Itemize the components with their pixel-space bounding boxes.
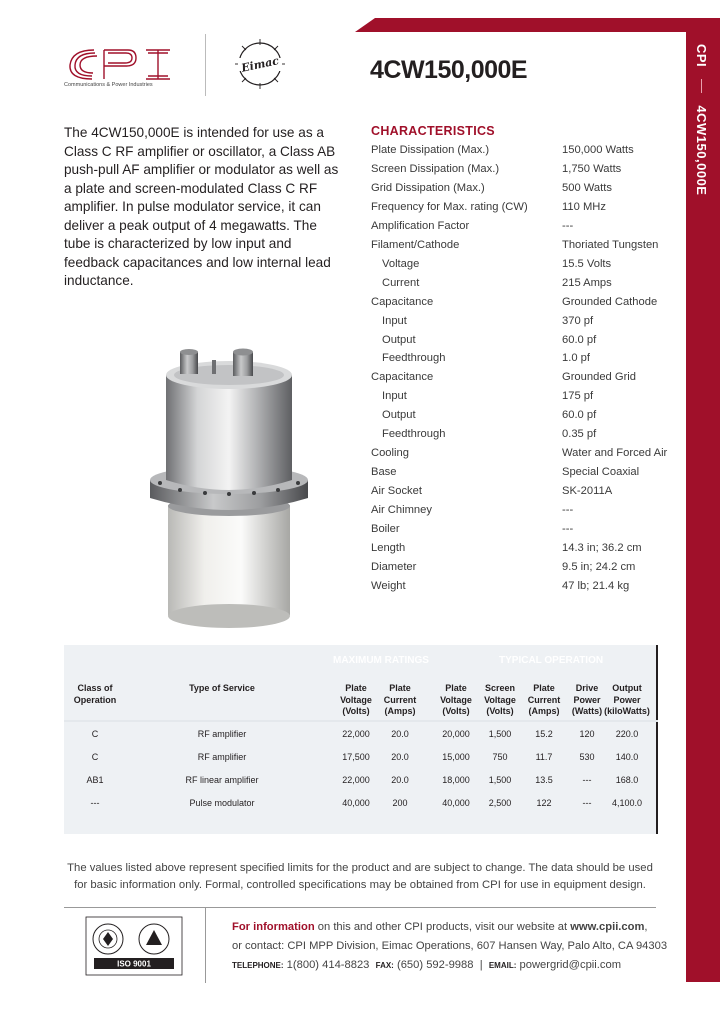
characteristic-value: Special Coaxial [562,466,640,479]
characteristic-label: Length [371,541,406,554]
characteristic-label: Plate Dissipation (Max.) [371,144,490,156]
table-cell: 13.5 [535,775,553,785]
column-header-line: Voltage [484,694,516,705]
side-brand: CPI [694,44,709,68]
characteristic-value: 14.3 in; 36.2 cm [562,541,642,554]
column-header-line: Class of [77,683,113,693]
table-cell: 220.0 [615,729,639,739]
column-header-line: Plate [445,683,467,693]
characteristic-value: Water and Forced Air [562,447,668,460]
characteristic-value: 0.35 pf [562,428,597,441]
column-header-line: Power [613,694,641,705]
characteristic-value: 60.0 pf [562,333,597,346]
column-header-line: Operation [73,694,117,705]
table-cell: 120 [579,729,595,739]
info-end: , [644,921,648,933]
table-cell: 22,000 [342,729,370,739]
characteristic-row [371,390,671,409]
characteristic-value: Grounded Cathode [562,295,658,308]
column-header-line: (Amps) [384,706,416,716]
characteristic-label: Capacitance [371,371,434,384]
characteristic-row [371,409,671,428]
characteristic-row [371,296,671,315]
column-header-line: Drive [575,683,599,693]
column-header-line: Voltage [340,694,372,705]
characteristic-value: 110 MHz [562,200,606,213]
characteristic-value: 60.0 pf [562,409,597,422]
address-line: or contact: CPI MPP Division, Eimac Operations, 607 Hansen Way, Palo Alto, CA 94303 [232,940,668,952]
column-header [162,683,282,695]
characteristic-row [371,580,671,599]
column-header-line: (Volts) [442,706,470,716]
characteristic-row [371,239,671,258]
logo-divider [205,34,206,96]
characteristic-value: 1.0 pf [562,352,590,365]
telephone-label: TELEPHONE: [232,961,284,970]
characteristic-row [371,428,671,447]
characteristic-row [371,523,671,542]
characteristic-label: Input [382,314,407,327]
column-header-line: Current [527,694,561,705]
fax-label: FAX: [375,961,394,970]
table-cell: 1,500 [488,775,512,785]
characteristic-value: 215 Amps [562,276,612,289]
column-header-line: (Amps) [528,706,560,716]
characteristic-label: Screen Dissipation (Max.) [371,162,500,175]
disclaimer: The values listed above represent specified limits for the product and are subject to change. The data should be used for basic information only. Formal, controlled specifications may be obtained from CPI for use in equipment design. [67,862,653,891]
characteristic-row [371,466,671,485]
table-cell: 17,500 [342,752,370,762]
info-line [232,918,667,937]
phone-line: TELEPHONE: 1(800) 414-8823 FAX: (650) 592-9988 | EMAIL: powergrid@cpii.com [232,959,622,971]
column-header-line: Current [383,694,417,705]
characteristic-row [371,504,671,523]
fax-value: (650) 592-9988 [396,959,474,971]
characteristic-row [371,447,671,466]
characteristic-row [371,277,671,296]
characteristic-label: Weight [371,579,406,592]
characteristic-value: 370 pf [562,314,594,327]
table-cell: 1,500 [488,729,512,739]
characteristic-value: 15.5 Volts [562,257,612,270]
characteristic-label: Boiler [371,523,400,535]
group-typical-operation: TYPICAL OPERATION [499,655,604,666]
table-cell: 15.2 [535,729,553,739]
characteristic-label: Feedthrough [382,352,446,365]
table-cell: 2,500 [488,798,512,808]
column-header-line: Voltage [440,694,472,705]
characteristic-value: Grounded Grid [562,371,637,384]
column-header-line: Type of Service [189,683,255,693]
table-cell: 40,000 [342,798,370,808]
characteristic-value: Thoriated Tungsten [562,238,659,251]
footer-rule [64,907,656,908]
page-title: 4CW150,000E [370,56,528,84]
table-cell: 530 [579,752,595,762]
info-lead: For information [232,921,315,933]
characteristics-heading: CHARACTERISTICS [371,124,495,138]
header-bar-corner [355,18,375,32]
characteristic-label: Capacitance [371,295,434,308]
table-cell: RF amplifier [197,752,247,762]
characteristic-value: --- [562,219,574,232]
table-cell: C [91,752,99,762]
table-cell: 20.0 [391,752,409,762]
characteristic-label: Feedthrough [382,428,446,441]
column-header-line: Power [573,694,601,705]
characteristic-value: 9.5 in; 24.2 cm [562,560,636,573]
characteristic-label: Grid Dissipation (Max.) [371,181,485,194]
contact-block [232,918,667,975]
column-header-line: (Volts) [342,706,370,716]
side-separator [701,79,702,93]
characteristic-value: --- [562,523,574,535]
table-cell: 200 [392,798,408,808]
characteristic-value: --- [562,504,574,517]
intro-paragraph: The 4CW150,000E is intended for use as a Class C RF amplifier or oscillator, a Class AB push-pull AF amplifier or modulator as well as a plate and screen-modulated Class C RF amplifier. In pulse modulator service, it can deliver a peak output of 4 megawatts. The tube is characterized by low input and feedback capacitances and low internal lead inductance. [64,125,339,288]
column-header-line: Plate [345,683,367,693]
characteristic-row [371,258,671,277]
characteristic-value: SK-2011A [562,485,613,498]
eimac-wordmark: Eimac [240,54,281,75]
table-cell: Pulse modulator [189,798,255,808]
characteristic-label: Filament/Cathode [371,238,460,251]
characteristic-value: 175 pf [562,390,594,403]
characteristic-row [371,163,671,182]
column-header-line: Output [612,683,642,693]
table-cell: 168.0 [615,775,639,785]
characteristic-value: 150,000 Watts [562,144,634,156]
table-cell: RF amplifier [197,729,247,739]
iso-badge: ISO 9001 [117,959,151,969]
characteristic-row [371,371,671,390]
table-header-divider [64,720,658,722]
table-cell: 15,000 [442,752,470,762]
characteristic-label: Output [382,333,416,346]
characteristic-label: Cooling [371,447,409,460]
characteristic-value: 500 Watts [562,181,612,194]
characteristic-label: Frequency for Max. rating (CW) [371,200,528,213]
telephone-value[interactable]: 1(800) 414-8823 [286,959,370,971]
side-tab-text [694,44,709,195]
characteristic-row [371,315,671,334]
info-text: on this and other CPI products, visit our website at [314,921,571,933]
characteristic-label: Output [382,409,416,422]
table-cell: --- [582,775,592,785]
column-header-line: (Volts) [486,706,514,716]
characteristic-label: Base [371,466,397,479]
column-header-line: Screen [484,683,516,693]
column-header-line: (Watts) [571,706,603,716]
characteristic-row [371,542,671,561]
table-cell: 122 [536,798,552,808]
table-cell: 20.0 [391,775,409,785]
table-cell: 20,000 [442,729,470,739]
characteristic-row [371,561,671,580]
table-cell: RF linear amplifier [185,775,259,785]
tube-illustration [140,340,320,645]
characteristic-label: Input [382,390,407,403]
website-link[interactable]: www.cpii.com [570,921,645,933]
email-label: EMAIL: [488,961,517,970]
column-header [35,683,155,706]
footer-divider [205,908,206,983]
column-header [567,683,687,718]
header-bar [375,18,720,32]
table-cell: --- [582,798,592,808]
table-cell: 140.0 [615,752,639,762]
table-cell: AB1 [86,775,104,785]
characteristic-row [371,201,671,220]
cpi-tagline: Communications & Power Industries [64,82,153,88]
characteristic-label: Voltage [382,257,420,270]
table-cell: 4,100.0 [611,798,643,808]
characteristic-value: 1,750 Watts [562,162,622,175]
characteristic-row [371,220,671,239]
table-cell: 22,000 [342,775,370,785]
characteristic-row [371,144,671,163]
column-header-line: Plate [389,683,411,693]
characteristic-value: 47 lb; 21.4 kg [562,579,630,592]
email-value[interactable]: powergrid@cpii.com [519,959,622,971]
characteristic-row [371,485,671,504]
group-maximum-ratings: MAXIMUM RATINGS [333,655,429,666]
characteristic-label: Diameter [371,560,417,573]
column-header-line: Plate [533,683,555,693]
side-product: 4CW150,000E [694,105,709,196]
certification-seals [84,915,184,977]
table-cell: 11.7 [535,752,553,762]
characteristic-label: Amplification Factor [371,219,470,232]
characteristic-label: Air Chimney [371,504,432,517]
table-cell: 750 [492,752,508,762]
table-cell: --- [90,798,100,808]
eimac-logo [232,36,288,92]
table-cell: 18,000 [442,775,470,785]
table-cell: 20.0 [391,729,409,739]
characteristic-row [371,182,671,201]
characteristic-row [371,352,671,371]
table-cell: 40,000 [442,798,470,808]
characteristic-label: Current [382,276,420,289]
characteristic-label: Air Socket [371,485,422,498]
column-header-line: (kiloWatts) [604,706,650,716]
table-cell: C [91,729,99,739]
characteristic-row [371,334,671,353]
